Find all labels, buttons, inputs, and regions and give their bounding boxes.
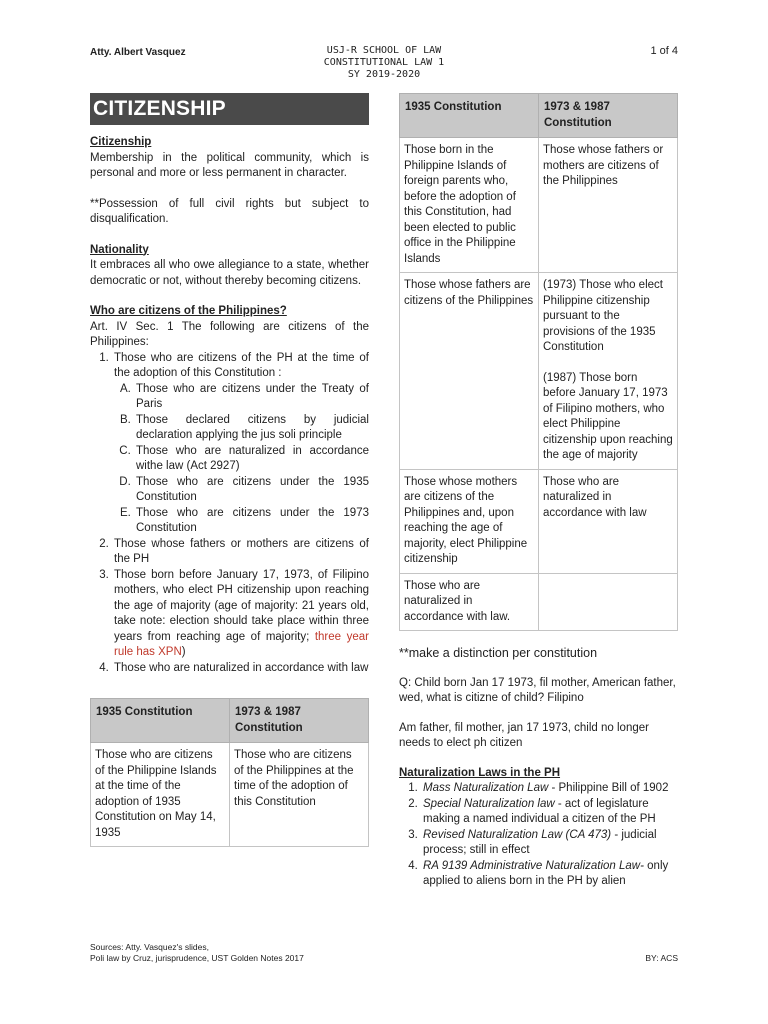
table-cell: Those whose fathers or mothers are citizens of the Philippines bbox=[539, 138, 678, 273]
list-item: E. Those who are citizens under the 1973 Constitution bbox=[134, 506, 369, 537]
list-item: 1. Those who are citizens of the PH at the time of the adoption of this Constitution : A. Those who are citizens under the Treaty of Paris B. Those declared citizens by judicial declaration applying the jus soli principle C. Those who are naturalized in accordance withe law (Act 2927) D. Those who are citizens under the 1935 Constitution E. Those who are citizens under the 1973 Constitution bbox=[112, 351, 369, 537]
naturalization-list bbox=[399, 781, 678, 890]
constitution-table-1 bbox=[90, 698, 369, 847]
table-row bbox=[400, 573, 678, 631]
table-row bbox=[400, 138, 678, 273]
table-cell: Those whose fathers are citizens of the Philippines bbox=[400, 273, 539, 470]
list-item: C. Those who are naturalized in accordance withe law (Act 2927) bbox=[134, 444, 369, 475]
author-name: Atty. Albert Vasquez bbox=[90, 47, 186, 58]
list-item: 4. RA 9139 Administrative Naturalization Law- only applied to aliens born in the PH by alien bbox=[421, 859, 678, 890]
nationality-definition: It embraces all who owe allegiance to a state, whether democratic or not, without thereby becoming citizens. bbox=[90, 259, 369, 287]
list-item: 2. Those whose fathers or mothers are citizens of the PH bbox=[112, 537, 369, 568]
table-row bbox=[91, 743, 369, 847]
nationality-title: Nationality bbox=[90, 243, 149, 256]
section-banner: CITIZENSHIP bbox=[90, 93, 369, 125]
table-cell: Those who are citizens of the Philippine Islands at the time of the adoption of 1935 Constitution on May 14, 1935 bbox=[91, 743, 230, 847]
course-name: CONSTITUTIONAL LAW 1 bbox=[323, 57, 445, 68]
right-column bbox=[399, 93, 678, 890]
list-item: 2. Special Naturalization law - act of legislature making a named individual a citizen of the PH bbox=[421, 797, 678, 828]
citizens-list bbox=[90, 351, 369, 677]
column-header: 1935 Constitution bbox=[91, 699, 230, 743]
list-item: B. Those declared citizens by judicial declaration applying the jus soli principle bbox=[134, 413, 369, 444]
citizenship-note: **Possession of full civil rights but subject to disqualification. bbox=[90, 197, 369, 225]
list-item: 1. Mass Naturalization Law - Philippine Bill of 1902 bbox=[421, 781, 678, 797]
page-number: 1 of 4 bbox=[650, 45, 678, 57]
distinction-note: **make a distinction per constitution bbox=[399, 646, 598, 660]
left-column bbox=[90, 93, 369, 847]
table-cell: Those whose mothers are citizens of the Philippines and, upon reaching the age of majority, elect Philippine citizenship bbox=[400, 469, 539, 573]
column-header: 1973 & 1987 Constitution bbox=[539, 94, 678, 138]
article-intro: Art. IV Sec. 1 The following are citizens of the Philippines: bbox=[90, 320, 369, 348]
list-item: 3. Those born before January 17, 1973, of Filipino mothers, who elect PH citizenship upon reaching the age of majority (age of majority: 21 years old, take note: election should take place within three years from reaching age of majority; three year rule has XPN) bbox=[112, 568, 369, 661]
author-initials: BY: ACS bbox=[645, 953, 678, 963]
table-row bbox=[400, 273, 678, 470]
document-header bbox=[250, 45, 518, 81]
naturalization-title: Naturalization Laws in the PH bbox=[399, 766, 561, 779]
column-header: 1973 & 1987 Constitution bbox=[230, 699, 369, 743]
sources-footer: Sources: Atty. Vasquez's slides, Poli law by Cruz, jurisprudence, UST Golden Notes 2017 bbox=[90, 942, 304, 963]
highlight-text: three year rule has XPN bbox=[114, 630, 369, 658]
table-cell: (1973) Those who elect Philippine citizenship pursuant to the provisions of the 1935 Constitution (1987) Those born before January 17, 1973 of Filipino mothers, who elect Philippine citizenship upon reaching the age of majority bbox=[539, 273, 678, 470]
list-item: 3. Revised Naturalization Law (CA 473) - judicial process; still in effect bbox=[421, 828, 678, 859]
who-are-citizens-title: Who are citizens of the Philippines? bbox=[90, 305, 287, 317]
school-name: USJ-R SCHOOL OF LAW bbox=[326, 45, 442, 56]
citizenship-title: Citizenship bbox=[90, 136, 152, 148]
table-row bbox=[400, 469, 678, 573]
table-cell: Those born in the Philippine Islands of foreign parents who, before the adoption of this Constitution, had been elected to public office in the Philippine Islands bbox=[400, 138, 539, 273]
sub-list bbox=[114, 382, 369, 537]
school-year: SY 2019-2020 bbox=[347, 69, 421, 80]
answer-text: Am father, fil mother, jan 17 1973, child no longer needs to elect ph citizen bbox=[399, 721, 649, 749]
list-item: D. Those who are citizens under the 1935 Constitution bbox=[134, 475, 369, 506]
list-item: A. Those who are citizens under the Treaty of Paris bbox=[134, 382, 369, 413]
column-header: 1935 Constitution bbox=[400, 94, 539, 138]
table-cell bbox=[539, 573, 678, 631]
table-cell: Those who are naturalized in accordance with law bbox=[539, 469, 678, 573]
question-text: Q: Child born Jan 17 1973, fil mother, American father, wed, what is citizne of child? Filipino bbox=[399, 676, 676, 704]
table-cell: Those who are naturalized in accordance with law. bbox=[400, 573, 539, 631]
citizenship-definition: Membership in the political community, which is personal and more or less permanent in character. bbox=[90, 151, 369, 179]
list-item: 4. Those who are naturalized in accordance with law bbox=[112, 661, 369, 677]
table-cell: Those who are citizens of the Philippines at the time of the adoption of this Constitution bbox=[230, 743, 369, 847]
constitution-table-2 bbox=[399, 93, 678, 631]
